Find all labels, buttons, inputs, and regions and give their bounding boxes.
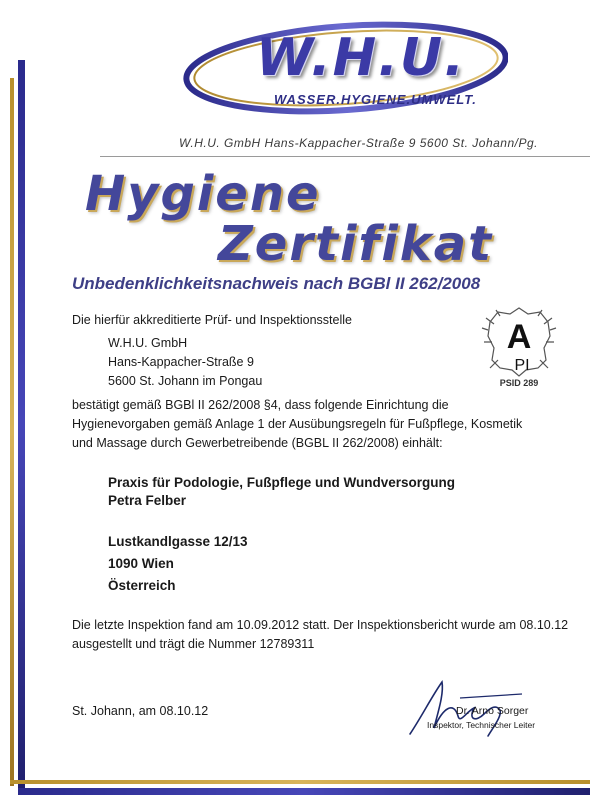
confirmation-text: bestätigt gemäß BGBl II 262/2008 §4, dass folgende Einrichtung die Hygienevorgaben gemäß Anlage 1 der Ausübungsregeln für Fußpflege, Kosmetik und Massage durch Gewerbetreibende (BGBL II 262/2008) einhält: — [72, 398, 523, 450]
address-country: Österreich — [108, 578, 176, 593]
accreditation-seal — [480, 302, 558, 392]
frame-bar-blue-bottom — [18, 788, 590, 795]
header-address: W.H.U. GmbH Hans-Kappacher-Straße 9 5600 St. Johann/Pg. — [179, 136, 538, 150]
facility-name: Praxis für Podologie, Fußpflege und Wundversorgung — [108, 475, 456, 490]
header-divider — [100, 156, 590, 157]
logo-wordmark: W.H.U. — [256, 28, 466, 88]
seal-letter: A — [506, 318, 532, 356]
place-date: St. Johann, am 08.10.12 — [72, 704, 209, 718]
organization-block — [108, 334, 262, 391]
austrian-eagle-seal-icon — [480, 302, 558, 380]
facility-owner: Petra Felber — [108, 493, 187, 508]
logo-tagline: WASSER.HYGIENE.UMWELT. — [274, 92, 477, 107]
title-line-1: Hygiene — [85, 166, 321, 222]
frame-bar-gold-left — [10, 78, 14, 786]
inspection-text: Die letzte Inspektion fand am 10.09.2012 statt. Der Inspektionsbericht wurde am 08.10.12 ausgestellt und trägt die Nummer 12789311 — [72, 618, 569, 651]
whu-logo — [178, 8, 508, 120]
frame-bar-gold-bottom — [10, 780, 590, 784]
seal-psid-label: PSID 289 — [499, 378, 539, 388]
certificate-subtitle: Unbedenklichkeitsnachweis nach BGBl II 262/2008 — [72, 274, 481, 293]
address-city: 1090 Wien — [108, 556, 174, 571]
facility-address — [108, 534, 248, 600]
intro-text: Die hierfür akkreditierte Prüf- und Inspektionsstelle — [72, 313, 352, 327]
organization-street: Hans-Kappacher-Straße 9 — [108, 355, 254, 369]
seal-sub: PI — [514, 357, 530, 374]
facility-block — [108, 474, 455, 510]
signer-name: Dr. Arno Sorger — [456, 705, 529, 717]
organization-city: 5600 St. Johann im Pongau — [108, 374, 263, 388]
organization-name: W.H.U. GmbH — [108, 336, 188, 350]
signer-role: Inspektor, Technischer Leiter — [427, 720, 536, 730]
address-street: Lustkandlgasse 12/13 — [108, 534, 248, 549]
frame-bar-blue-left — [18, 60, 25, 788]
title-line-2: Zertifikat — [218, 216, 494, 272]
